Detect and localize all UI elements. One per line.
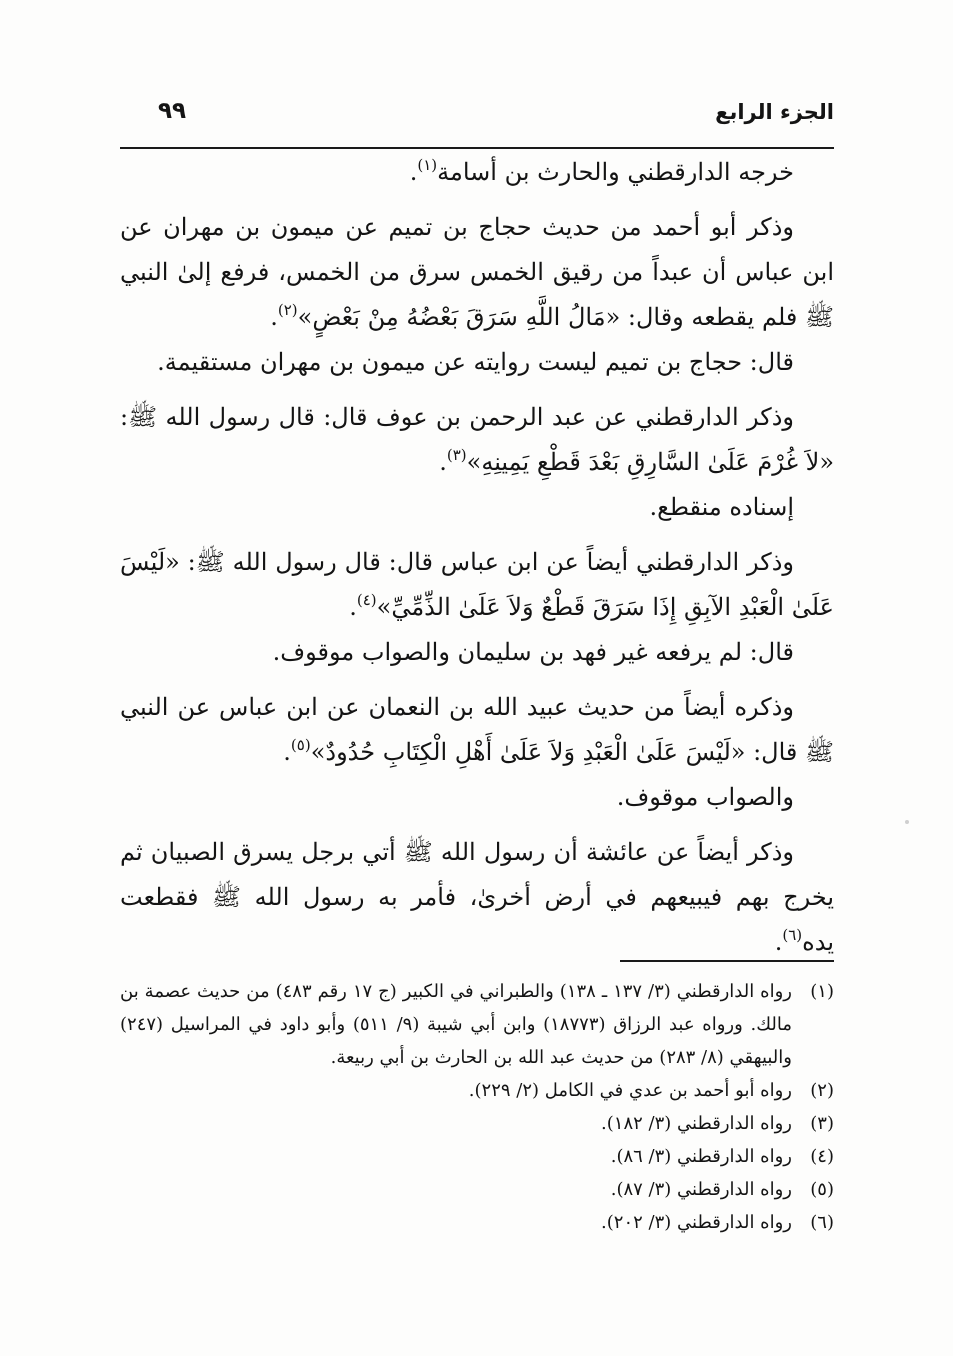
footnote-4 — [120, 1140, 834, 1173]
page-number: ٩٩ — [158, 98, 187, 124]
paragraph-4-end: . — [439, 448, 447, 476]
footnote-number: (٤) — [810, 1146, 834, 1167]
footnote-text: رواه الدارقطني (٣/ ١٨٢). — [601, 1113, 792, 1134]
footnote-ref-5: (٥) — [290, 736, 311, 754]
paragraph-8 — [120, 685, 834, 775]
paragraph-5 — [120, 485, 834, 530]
footnote-ref-6: (٦) — [782, 926, 803, 944]
footnote-number: (٣) — [810, 1113, 834, 1134]
footnote-5 — [120, 1173, 834, 1206]
paragraph-6 — [120, 540, 834, 630]
paragraph-10-end: . — [774, 928, 783, 956]
page-header — [120, 96, 834, 136]
main-text — [120, 150, 834, 965]
footnote-number: (١) — [810, 981, 834, 1002]
paragraph-3 — [120, 340, 834, 385]
paragraph-6-end: . — [349, 593, 357, 621]
paragraph-8-text: وذكره أيضاً من حديث عبيد الله بن النعمان عن ابن عباس عن النبي ﷺ قال: «لَيْسَ عَلَىٰ الْعَبْدِ وَلاَ عَلَىٰ أَهْلِ الْكِتَابِ حُدُودٌ» — [120, 693, 834, 766]
header-rule — [120, 147, 834, 149]
paragraph-2-end: . — [270, 303, 278, 331]
footnote-3 — [120, 1107, 834, 1140]
paragraph-7 — [120, 630, 834, 675]
paragraph-7-text: قال: لم يرفعه غير فهد بن سليمان والصواب موقوف. — [272, 638, 794, 666]
footnote-text: رواه الدارقطني (٣/ ٨٦). — [610, 1146, 792, 1167]
footnote-text: رواه الدارقطني (٣/ ٢٠٢). — [601, 1212, 792, 1233]
footnote-ref-1: (١) — [417, 156, 438, 174]
paragraph-2-text: وذكر أبو أحمد من حديث حجاج بن تميم عن ميمون بن مهران عن ابن عباس أن عبداً من رقيق الخمس سرق من الخمس، فرفع إلىٰ النبي ﷺ فلم يقطعه وقال: «مَالُ اللَّهِ سَرَقَ بَعْضُهُ مِنْ بَعْضٍ» — [120, 213, 834, 331]
paragraph-6-text: وذكر الدارقطني أيضاً عن ابن عباس قال: قال رسول الله ﷺ: «لَيْسَ عَلَىٰ الْعَبْدِ الآبِقِ إِذَا سَرَقَ قَطْعٌ وَلاَ عَلَىٰ الذِّمِّيِّ» — [120, 548, 834, 621]
footnotes — [120, 975, 834, 1239]
paragraph-8-end: . — [283, 738, 291, 766]
footnote-1 — [120, 975, 834, 1074]
footnote-ref-4: (٤) — [356, 591, 377, 609]
paragraph-1-text: خرجه الدارقطني والحارث بن أسامة — [437, 158, 794, 186]
footnote-number: (٢) — [810, 1080, 834, 1101]
paragraph-2 — [120, 205, 834, 340]
footnote-number: (٥) — [810, 1179, 834, 1200]
running-title: الجزء الرابع — [715, 100, 834, 124]
paragraph-1 — [120, 150, 834, 195]
footnote-text: رواه الدارقطني (٣/ ٨٧). — [610, 1179, 792, 1200]
footnote-ref-2: (٢) — [277, 301, 298, 319]
footnote-text: رواه الدارقطني (٣/ ١٣٧ ـ ١٣٨) والطبراني في الكبير (ج ١٧ رقم ٤٨٣) من حديث عصمة بن مالك. ورواه عبد الرزاق (١٨٧٧٣) وابن أبي شيبة (٩/ ٥١١) وأبو داود في المراسيل (٢٤٧) والبيهقي (٨/ ٢٨٣) من حديث عبد الله بن الحارث بن أبي ربيعة. — [120, 981, 792, 1068]
paragraph-9 — [120, 775, 834, 820]
footnote-rule — [620, 960, 834, 962]
footnote-6 — [120, 1206, 834, 1239]
footnote-text: رواه أبو أحمد بن عدي في الكامل (٢/ ٢٢٩). — [468, 1080, 792, 1101]
paragraph-10-text: وذكر أيضاً عن عائشة أن رسول الله ﷺ أتي برجل يسرق الصبيان ثم يخرج بهم فيبيعهم في أرض أخرىٰ، فأمر به رسول الله ﷺ فقطعت يده — [120, 838, 834, 956]
paragraph-4 — [120, 395, 834, 485]
footnote-ref-3: (٣) — [446, 446, 467, 464]
paragraph-4-text: وذكر الدارقطني عن عبد الرحمن بن عوف قال: قال رسول الله ﷺ: «لاَ غُرْمَ عَلَىٰ السَّارِقِ بَعْدَ قَطْعِ يَمِينِهِ» — [120, 403, 834, 476]
paragraph-3-text: قال: حجاج بن تميم ليست روايته عن ميمون بن مهران مستقيمة. — [157, 348, 794, 376]
paragraph-9-text: والصواب موقوف. — [616, 783, 794, 811]
footnote-number: (٦) — [810, 1212, 834, 1233]
scan-speck — [905, 820, 909, 824]
footnote-2 — [120, 1074, 834, 1107]
paragraph-5-text: إسناده منقطع. — [649, 493, 794, 521]
paragraph-1-end: . — [409, 158, 418, 186]
paragraph-10 — [120, 830, 834, 965]
